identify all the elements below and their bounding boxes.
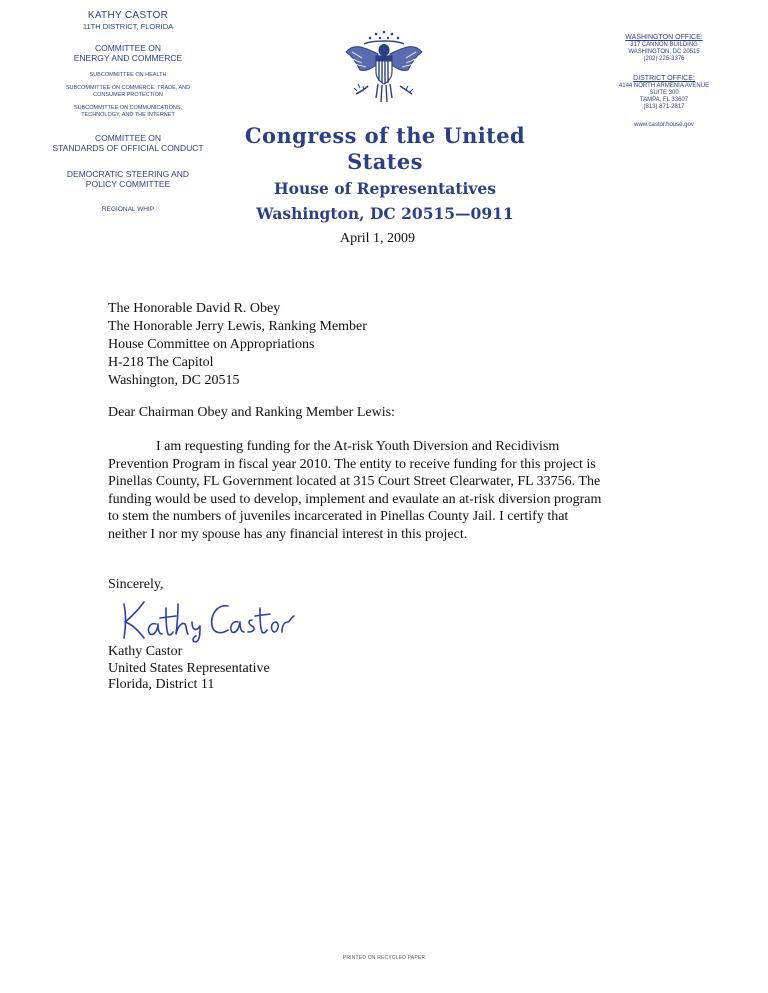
- congress-title: Congress of the United States: [244, 123, 526, 174]
- district-office-line: TAMPA, FL 33607: [639, 97, 689, 104]
- member-name: KATHY CASTOR: [87, 10, 169, 21]
- paragraph-line: Prevention Program in fiscal year 2010. The entity to receive funding for this project is: [108, 456, 596, 472]
- district-office-line: (813) 871-2817: [643, 104, 685, 111]
- washington-office-heading: WASHINGTON OFFICE:: [625, 34, 703, 41]
- address-line: H-218 The Capitol: [108, 355, 214, 370]
- address-line: Washington, DC 20515: [108, 373, 240, 388]
- signer-block: [108, 644, 270, 694]
- committee-line: COMMITTEE ON: [94, 133, 162, 143]
- member-district: 11TH DISTRICT, FLORIDA: [82, 22, 174, 31]
- subcommittee-communications: [28, 105, 228, 119]
- handwritten-signature: [116, 594, 296, 644]
- district-office-line: 4144 NORTH ARMENIA AVENUE: [618, 82, 710, 89]
- paragraph-line: I am requesting funding for the At-risk Youth Diversion and Recidivism: [156, 439, 560, 454]
- address-line: House Committee on Appropriations: [108, 337, 315, 352]
- district-office-heading: DISTRICT OFFICE:: [633, 74, 695, 82]
- regional-whip: REGIONAL WHIP: [101, 206, 155, 213]
- paragraph-line: funding would be used to develop, implement and evaulate an at-risk diversion program: [108, 491, 602, 507]
- committee-standards: [28, 133, 228, 153]
- house-subtitle: House of Representatives: [274, 179, 496, 198]
- congress-heading: [225, 123, 545, 225]
- website: www.castor.house.gov: [634, 122, 694, 129]
- paragraph-line: neither I nor my spouse has any financial interest in this project.: [108, 526, 468, 542]
- salutation: Dear Chairman Obey and Ranking Member Lewis:: [108, 405, 395, 420]
- subcommittee-commerce: [28, 85, 228, 99]
- district-office-line: SUITE 300: [649, 89, 679, 96]
- closing: Sincerely,: [108, 577, 164, 592]
- subcommittee-health: SUBCOMMITTEE ON HEALTH: [89, 72, 167, 78]
- paragraph-line: to stem the numbers of juveniles incarcerated in Pinellas County Jail. I certify that: [108, 509, 569, 525]
- committee-line: DEMOCRATIC STEERING AND: [66, 169, 190, 179]
- signer-line: Florida, District 11: [108, 677, 215, 692]
- letterhead-left-column: [28, 10, 228, 214]
- subcommittee-line: CONSUMER PROTECTION: [93, 92, 163, 98]
- letterhead-right-column: [604, 33, 724, 129]
- letter-date: April 1, 2009: [340, 231, 416, 246]
- eagle-seal-icon: [342, 28, 426, 110]
- recipient-address: [108, 300, 367, 390]
- washington-office-line: 317 CANNON BUILDING: [630, 42, 698, 48]
- washington-office-line: WASHINGTON, DC 20515: [628, 49, 700, 56]
- address-line: The Honorable Jerry Lewis, Ranking Member: [108, 319, 367, 334]
- subcommittee-line: SUBCOMMITTEE ON COMMERCE, TRADE, AND: [65, 85, 191, 91]
- washington-office-line: (202) 225-3376: [643, 56, 685, 63]
- address-line: The Honorable David R. Obey: [108, 301, 281, 316]
- committee-steering: [28, 169, 228, 189]
- committee-line: STANDARDS OF OFFICIAL CONDUCT: [52, 143, 204, 153]
- signer-line: United States Representative: [108, 660, 270, 676]
- recycled-paper-note: PRINTED ON RECYCLED PAPER: [342, 955, 426, 961]
- committee-energy-commerce: [28, 43, 228, 63]
- subcommittee-line: SUBCOMMITTEE ON COMMUNICATIONS,: [73, 105, 183, 111]
- body-paragraph: [108, 438, 668, 544]
- committee-line: COMMITTEE ON: [94, 43, 162, 53]
- signer-line: Kathy Castor: [108, 644, 183, 659]
- subcommittee-line: TECHNOLOGY, AND THE INTERNET: [81, 112, 175, 118]
- committee-line: POLICY COMMITTEE: [85, 179, 171, 189]
- washington-zip: Washington, DC 20515—0911: [256, 204, 514, 223]
- paragraph-line: Pinellas County, FL Government located at 315 Court Street Clearwater, FL 33756. The: [108, 474, 601, 490]
- committee-line: ENERGY AND COMMERCE: [73, 53, 183, 63]
